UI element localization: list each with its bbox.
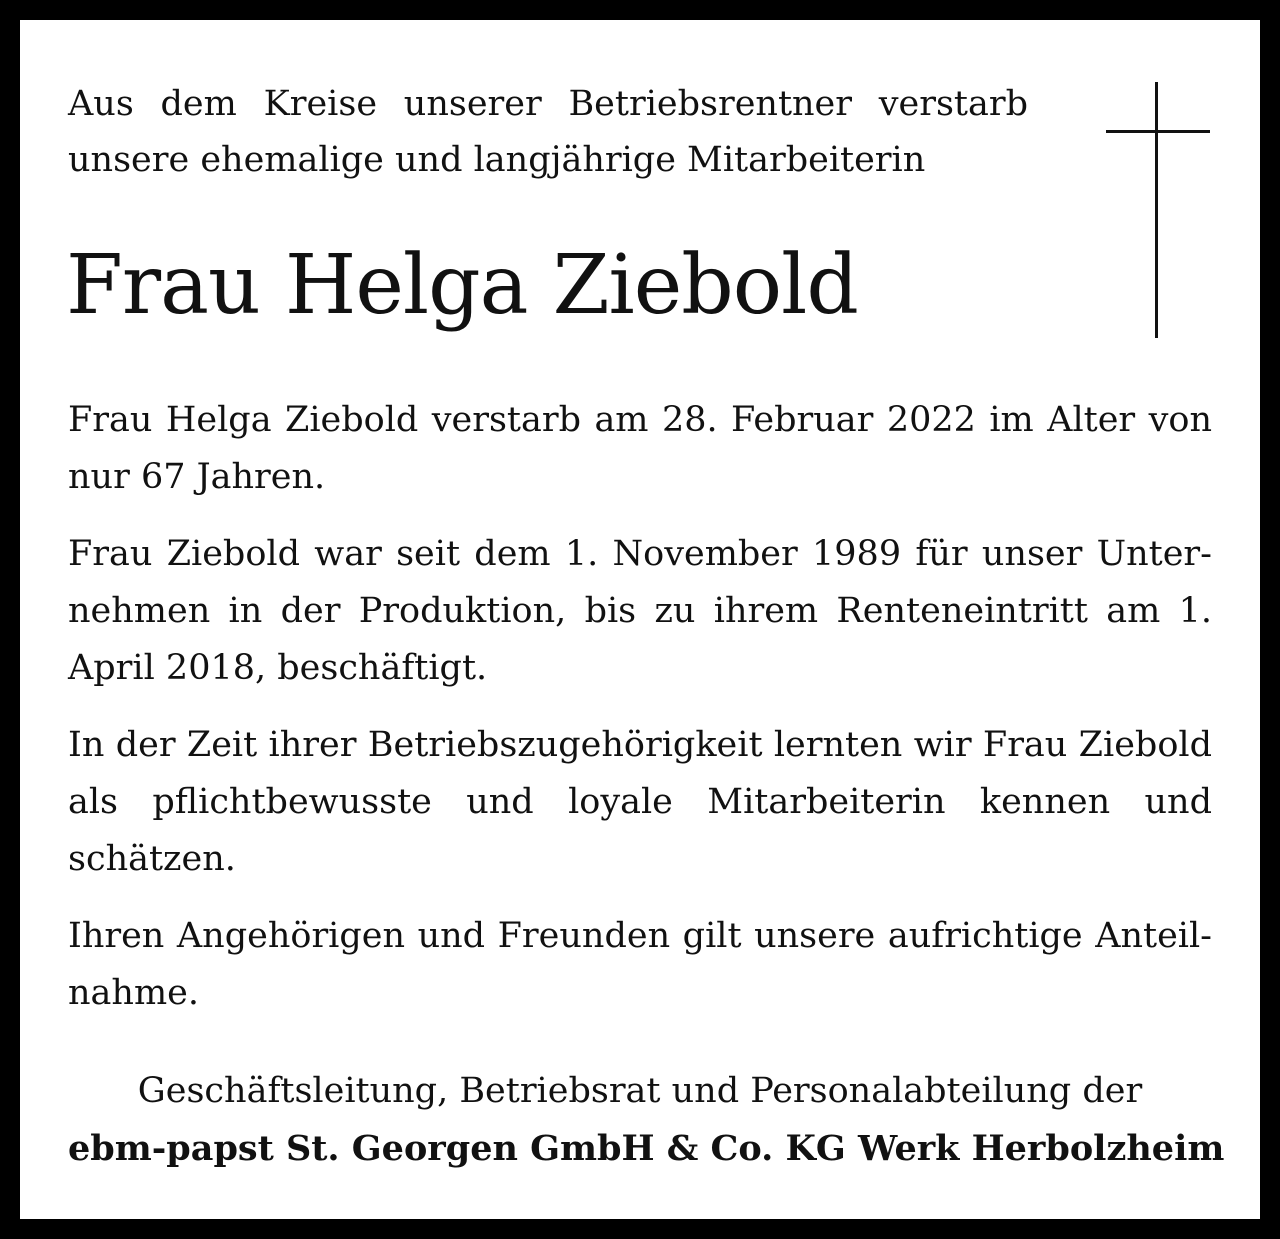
signature-company: ebm-papst St. Georgen GmbH & Co. KG Werk Herbolzheim — [68, 1128, 1225, 1169]
signature-departments: Geschäftsleitung, Betriebsrat und Personalabteilung der — [137, 1071, 1143, 1111]
intro-text — [68, 76, 1028, 188]
signature-block — [68, 1062, 1225, 1178]
paragraph-condolence: Ihren Angehörigen und Freunden gilt unsere aufrichtige Anteilnahme. — [68, 916, 1212, 1013]
intro-line-2: unsere ehemalige und langjährige Mitarbeiterin — [68, 140, 926, 180]
paragraph-employment: Frau Ziebold war seit dem 1. November 1989 für unser Unternehmen in der Produktion, bis zu ihrem Renteneintritt am 1. April 2018, beschäftigt. — [68, 534, 1212, 688]
paragraph-death-date: Frau Helga Ziebold verstarb am 28. Februar 2022 im Alter von nur 67 Jahren. — [68, 400, 1212, 497]
obituary-notice — [20, 20, 1260, 1219]
intro-line-1: Aus dem Kreise unserer Betriebsrentner verstarb — [68, 84, 1028, 124]
cross-horizontal-bar — [1106, 130, 1210, 133]
deceased-name: Frau Helga Ziebold — [66, 238, 858, 333]
cross-icon — [1106, 82, 1210, 338]
paragraph-appreciation: In der Zeit ihrer Betriebszugehörigkeit lernten wir Frau Ziebold als pflichtbewusste und loyale Mitarbeiterin kennen und schätzen. — [68, 725, 1212, 879]
cross-vertical-bar — [1155, 82, 1158, 338]
notice-body — [68, 392, 1212, 1042]
